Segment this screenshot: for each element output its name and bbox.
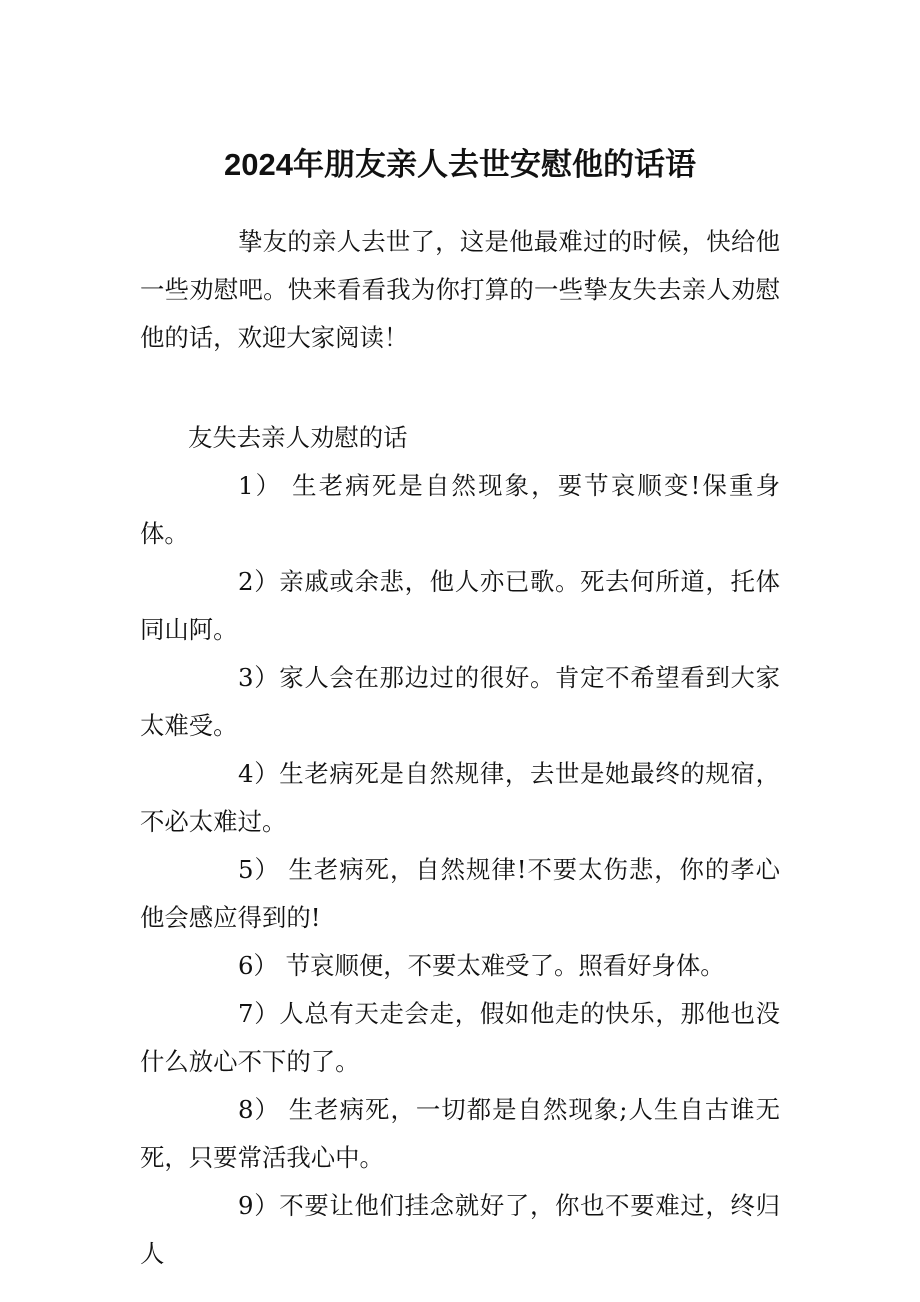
intro-paragraph: 挚友的亲人去世了，这是他最难过的时候，快给他一些劝慰吧。快来看看我为你打算的一些挚友失去亲人劝慰他的话，欢迎大家阅读！ bbox=[140, 227, 780, 352]
list-item: 6） 节哀顺便，不要太难受了。照看好身体。 bbox=[238, 951, 725, 980]
list-item: 1） 生老病死是自然现象，要节哀顺变!保重身体。 bbox=[140, 471, 780, 548]
list-item: 9）不要让他们挂念就好了，你也不要难过，终归人 bbox=[140, 1191, 780, 1268]
list-item: 2）亲戚或余悲，他人亦已歌。死去何所道，托体同山阿。 bbox=[140, 567, 780, 644]
list-item: 5） 生老病死，自然规律!不要太伤悲，你的孝心他会感应得到的! bbox=[140, 855, 780, 932]
document-title: 2024年朋友亲人去世安慰他的话语 bbox=[224, 147, 696, 182]
list-item: 8） 生老病死，一切都是自然现象;人生自古谁无死，只要常活我心中。 bbox=[140, 1095, 780, 1172]
list-item: 7）人总有天走会走，假如他走的快乐，那他也没什么放心不下的了。 bbox=[140, 999, 780, 1076]
section-heading: 友失去亲人劝慰的话 bbox=[188, 423, 408, 452]
document-body bbox=[140, 218, 780, 1278]
list-item: 3）家人会在那边过的很好。肯定不希望看到大家太难受。 bbox=[140, 663, 780, 740]
list-item: 4）生老病死是自然规律，去世是她最终的规宿，不必太难过。 bbox=[140, 759, 780, 836]
